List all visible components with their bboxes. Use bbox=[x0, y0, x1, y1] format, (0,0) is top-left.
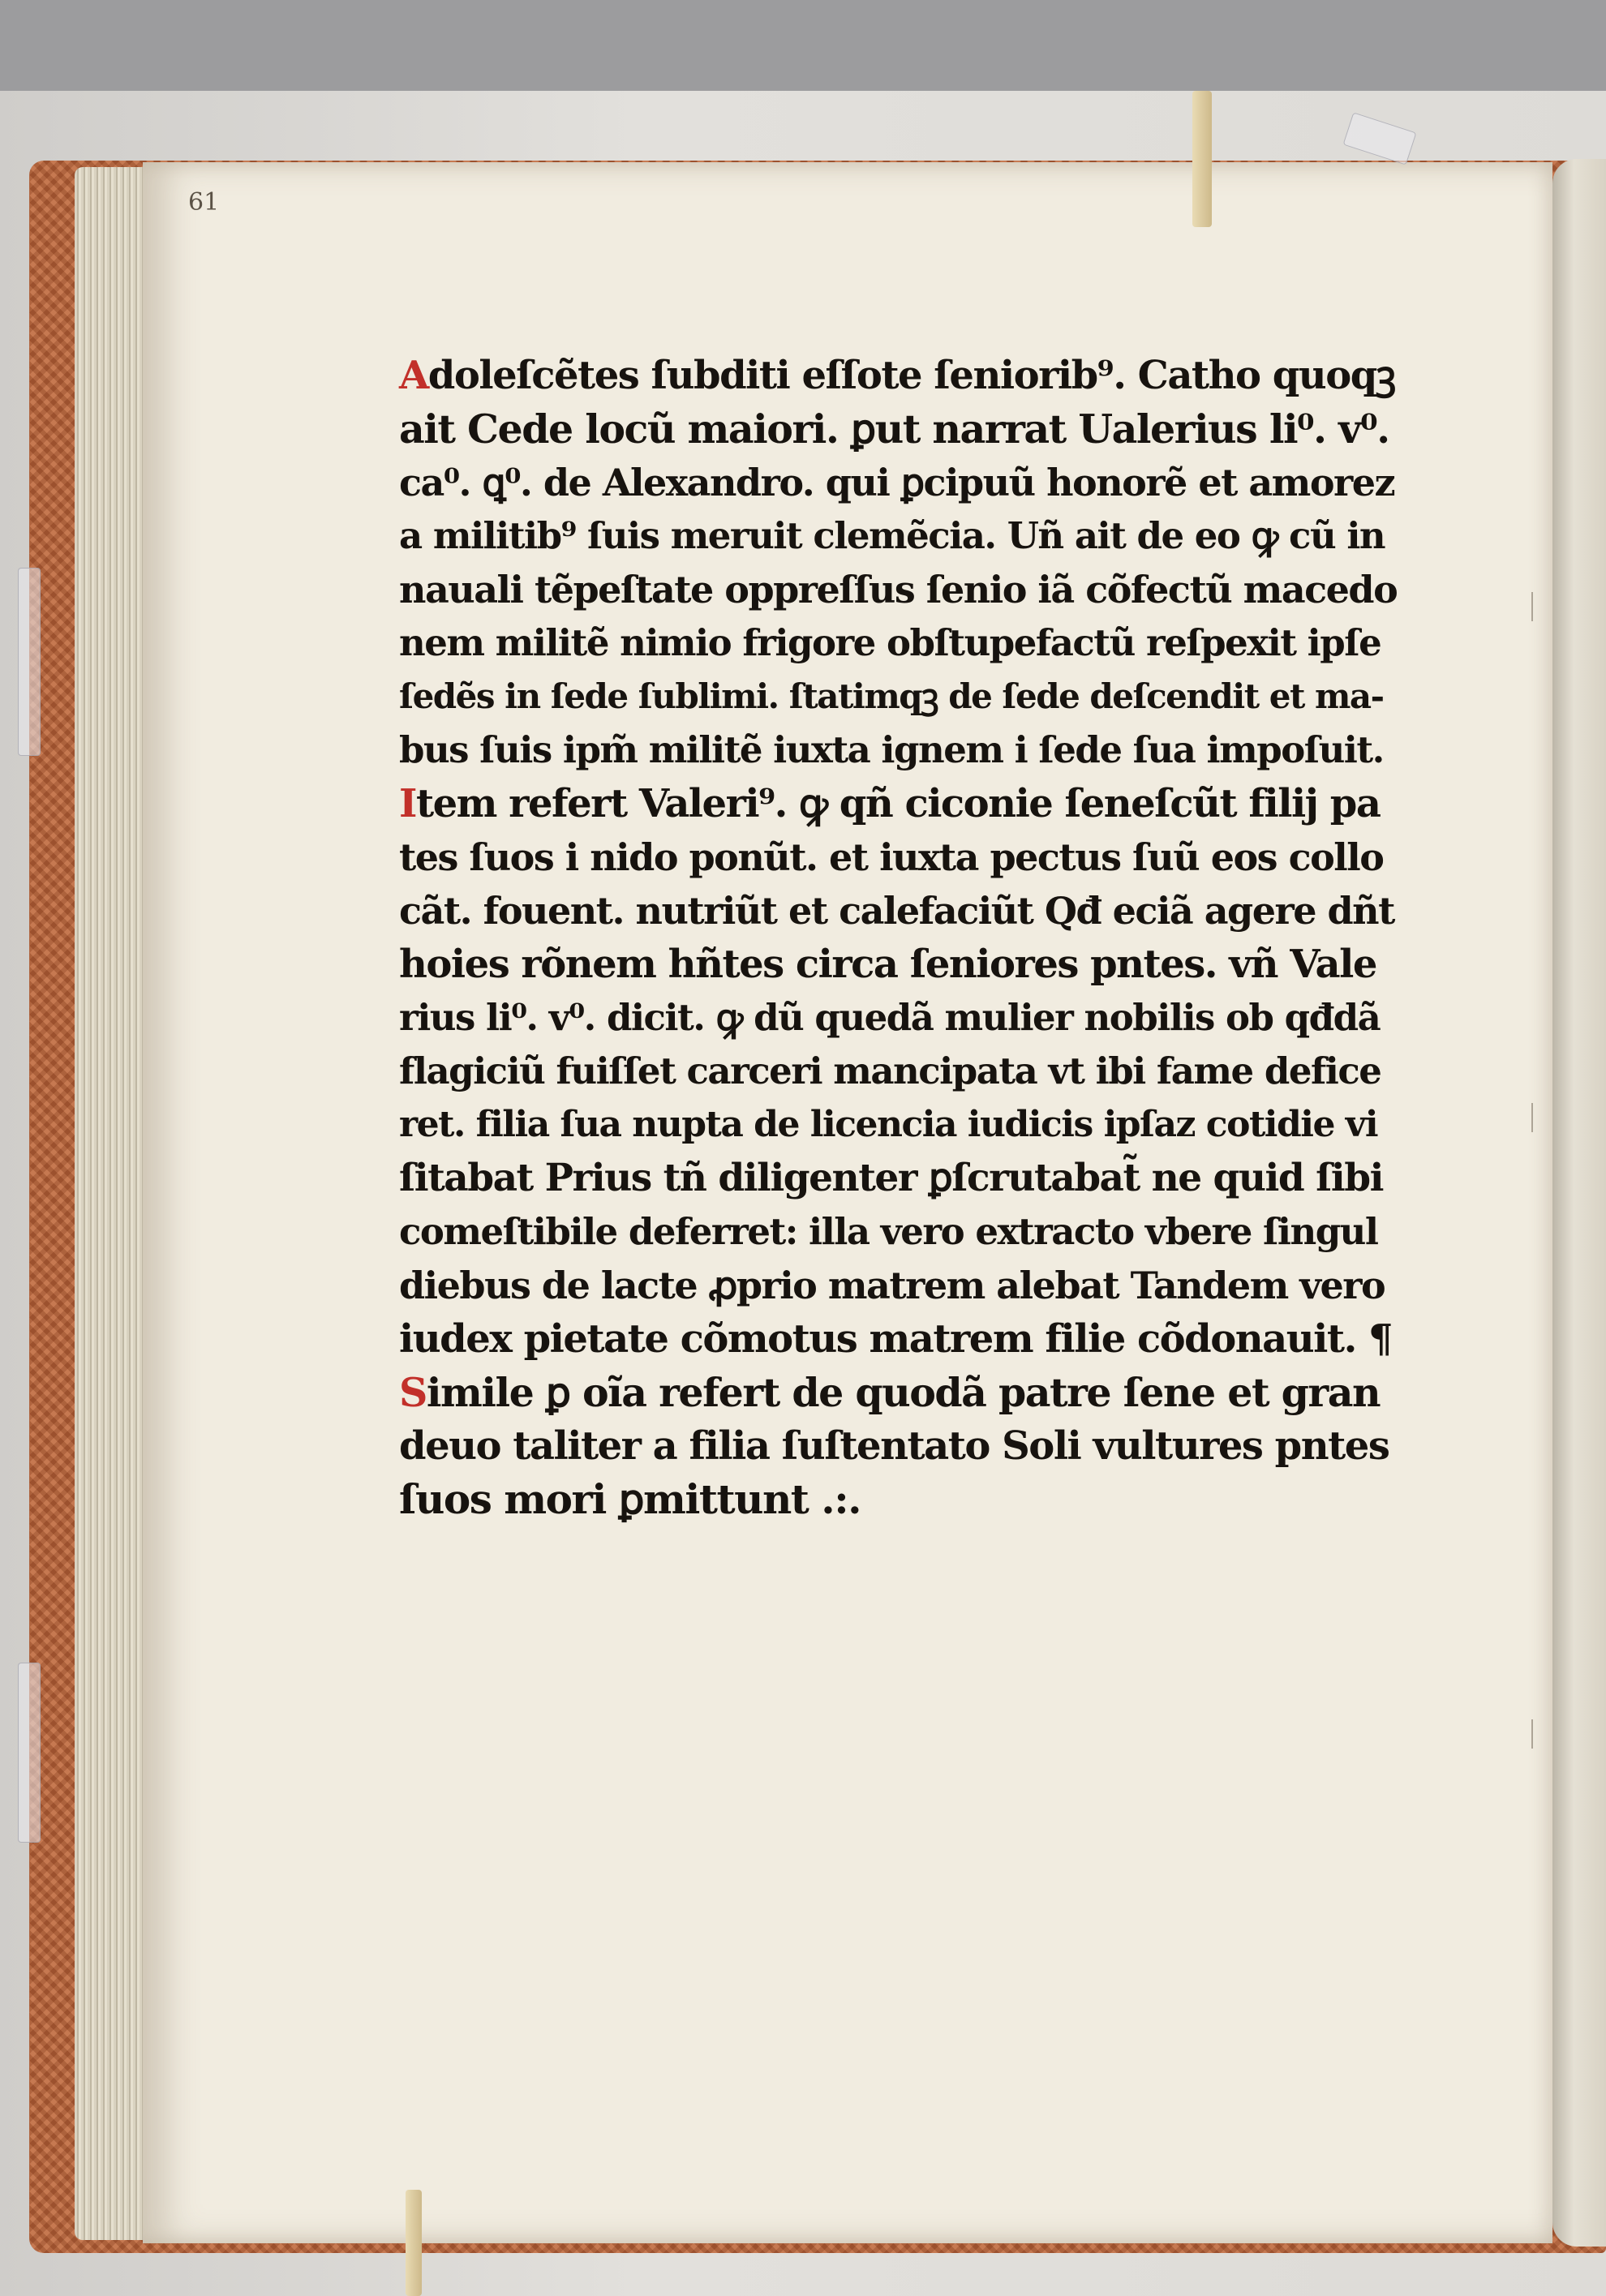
rubricated-initial: A bbox=[399, 353, 428, 398]
page-tab-lower bbox=[18, 1663, 41, 1843]
text-line bbox=[399, 991, 1397, 1045]
line-text: a militib⁹ ſuis meruit clemẽcia. Uñ ait de eo ꝙ cũ in bbox=[399, 514, 1385, 557]
rubricated-initial: S bbox=[399, 1369, 427, 1416]
text-line bbox=[399, 1205, 1397, 1259]
text-line bbox=[399, 1259, 1397, 1312]
text-line bbox=[399, 1152, 1397, 1205]
line-text: ſedẽs in ſede ſublimi. ſtatimqꝫ de ſede deſcendit et ma- bbox=[399, 676, 1384, 716]
line-text: ſitabat Prius tñ diligenter ꝑſcrutabat̃ ne quid ſibi bbox=[399, 1156, 1383, 1200]
page-edges bbox=[75, 167, 152, 2240]
text-line bbox=[399, 509, 1397, 563]
line-text: ait Cede locũ maiori. ꝑut narrat Ualerius li⁰. v⁰. bbox=[399, 406, 1389, 453]
page-weight-top bbox=[1192, 91, 1212, 227]
line-text: ſuos mori ꝑmittunt .:. bbox=[399, 1475, 861, 1523]
line-text: nem militẽ nimio frigore obſtupefactũ reſpexit ipſe bbox=[399, 621, 1381, 664]
text-line bbox=[399, 1045, 1397, 1098]
text-line bbox=[399, 1473, 1397, 1526]
line-text: ca⁰. ꝗ⁰. de Alexandro. qui ꝑcipuũ honorẽ et amorez bbox=[399, 461, 1395, 504]
text-line bbox=[399, 1366, 1397, 1419]
text-line bbox=[399, 402, 1397, 456]
line-text: deuo taliter a filia ſuſtentato Soli vultures pntes bbox=[399, 1423, 1389, 1469]
line-text: tem refert Valeri⁹. ꝙ qñ ciconie ſeneſcũt filij pa bbox=[415, 781, 1381, 826]
corner-mark: 61 bbox=[188, 188, 220, 217]
line-text: bus ſuis ipm̃ militẽ iuxta ignem i ſede ſua impoſuit. bbox=[399, 728, 1384, 771]
page-tab-upper bbox=[18, 568, 41, 756]
text-line bbox=[399, 616, 1397, 670]
line-text: doleſcẽtes ſubditi eſſote ſeniorib⁹. Catho quoqꝫ bbox=[427, 353, 1395, 398]
text-line bbox=[399, 777, 1397, 830]
top-band bbox=[0, 0, 1606, 91]
line-text: ret. filia ſua nupta de licencia iudicis ipſaz cotidie vi bbox=[399, 1104, 1378, 1145]
facing-page-edge bbox=[1552, 159, 1606, 2247]
text-line bbox=[399, 1098, 1397, 1152]
text-line bbox=[399, 349, 1397, 402]
rubricated-initial: I bbox=[399, 781, 416, 826]
text-line bbox=[399, 456, 1397, 509]
text-line bbox=[399, 1419, 1397, 1473]
line-text: iudex pietate cõmotus matrem filie cõdonauit. ¶ bbox=[399, 1316, 1393, 1362]
text-line bbox=[399, 830, 1397, 884]
line-text: diebus de lacte ꝓprio matrem alebat Tandem vero bbox=[399, 1264, 1385, 1307]
line-text: comeſtibile deferret: illa vero extracto vbere ſingul bbox=[399, 1210, 1378, 1253]
text-line bbox=[399, 1312, 1397, 1366]
line-text: imile ꝑ oĩa refert de quodã patre ſene et gran bbox=[426, 1369, 1381, 1416]
text-line bbox=[399, 563, 1397, 616]
line-text: hoies rõnem hñtes circa ſeniores pntes. vñ Vale bbox=[399, 942, 1376, 987]
line-text: cãt. fouent. nutriũt et calefaciũt Qđ eciã agere dñt bbox=[399, 889, 1394, 933]
line-text: nauali tẽpeſtate oppreſſus ſenio iã cõfectũ macedo bbox=[399, 568, 1398, 612]
page-text bbox=[399, 349, 1397, 1526]
line-text: flagiciũ fuiſſet carceri mancipata vt ibi fame defice bbox=[399, 1049, 1381, 1092]
text-line bbox=[399, 670, 1397, 723]
line-text: rius li⁰. v⁰. dicit. ꝙ dũ quedã mulier nobilis ob qđdã bbox=[399, 996, 1381, 1039]
edge-nick bbox=[1523, 1719, 1533, 1749]
line-text: tes ſuos i nido ponũt. et iuxta pectus ſuũ eos collo bbox=[399, 835, 1384, 879]
text-line bbox=[399, 938, 1397, 991]
edge-nick bbox=[1523, 592, 1533, 621]
page-weight-bottom bbox=[406, 2190, 422, 2296]
edge-nick bbox=[1523, 1103, 1533, 1132]
text-line bbox=[399, 723, 1397, 777]
text-line bbox=[399, 884, 1397, 938]
